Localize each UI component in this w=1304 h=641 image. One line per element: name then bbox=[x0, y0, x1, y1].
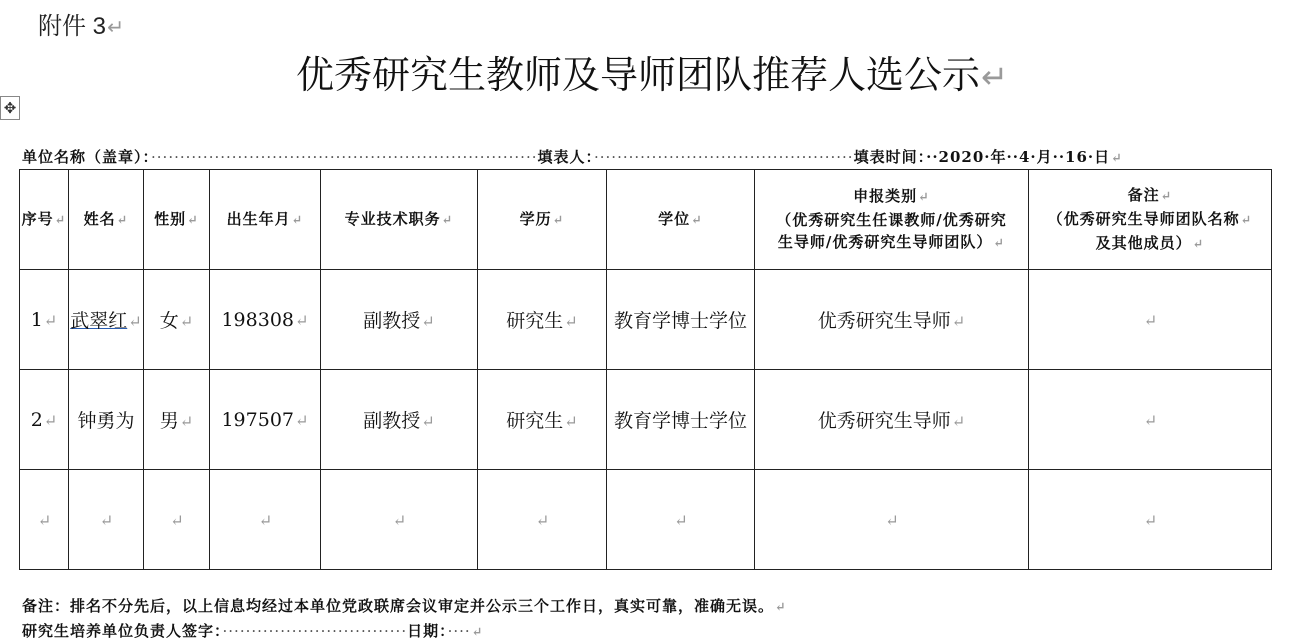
signature-fill-line: ································ bbox=[222, 622, 408, 640]
signature-label: 研究生培养单位负责人签字： bbox=[22, 622, 223, 640]
cell-title[interactable]: 副教授↵ bbox=[321, 270, 478, 370]
col-header-education: 学历↵ bbox=[478, 170, 607, 270]
cell-degree[interactable]: 教育学博士学位 bbox=[607, 270, 755, 370]
cell-degree[interactable]: 教育学博士学位 bbox=[607, 370, 755, 470]
cell-remark[interactable]: ↵ bbox=[1029, 370, 1272, 470]
table-move-handle-icon[interactable]: ✥ bbox=[0, 96, 20, 120]
cell-education[interactable]: 研究生↵ bbox=[478, 370, 607, 470]
col-header-degree: 学位↵ bbox=[607, 170, 755, 270]
col-header-title: 专业技术职务↵ bbox=[321, 170, 478, 270]
signature-date-label: 日期： bbox=[407, 622, 448, 640]
unit-label: 单位名称（盖章）： bbox=[22, 148, 152, 166]
cell-seq[interactable]: 2↵ bbox=[20, 370, 69, 470]
cell-seq[interactable]: 1↵ bbox=[20, 270, 69, 370]
form-header: 单位名称（盖章）：···································································填表人：·············································填表时间：··2020·年··4·月··16·日↵ bbox=[22, 148, 1123, 166]
cell-remark[interactable]: ↵ bbox=[1029, 270, 1272, 370]
table-row bbox=[20, 370, 1272, 470]
cell-category[interactable]: ↵ bbox=[755, 470, 1029, 570]
page-title: 优秀研究生教师及导师团队推荐人选公示↵ bbox=[295, 53, 1009, 97]
col-header-remark: 备注↵ （优秀研究生导师团队名称↵ 及其他成员）↵ bbox=[1029, 170, 1272, 270]
cell-category[interactable]: 优秀研究生导师↵ bbox=[755, 370, 1029, 470]
col-header-gender: 性别↵ bbox=[144, 170, 210, 270]
cell-gender[interactable]: 男↵ bbox=[144, 370, 210, 470]
signature-date-fill: ···· bbox=[447, 622, 471, 640]
recommendation-table bbox=[19, 169, 1272, 570]
cell-gender[interactable]: ↵ bbox=[144, 470, 210, 570]
date-label: 填表时间： bbox=[853, 148, 927, 166]
cell-name[interactable]: 钟勇为 bbox=[69, 370, 144, 470]
cell-degree[interactable]: ↵ bbox=[607, 470, 755, 570]
attachment-label: 附件 3↵ bbox=[38, 13, 125, 40]
filler-fill-line: ············································· bbox=[594, 148, 854, 166]
cell-title[interactable]: 副教授↵ bbox=[321, 370, 478, 470]
filler-label: 填表人： bbox=[537, 148, 594, 166]
cell-gender[interactable]: 女↵ bbox=[144, 270, 210, 370]
cell-education[interactable]: 研究生↵ bbox=[478, 270, 607, 370]
table-row bbox=[20, 470, 1272, 570]
cell-title[interactable]: ↵ bbox=[321, 470, 478, 570]
cell-birth[interactable]: ↵ bbox=[210, 470, 321, 570]
cell-education[interactable]: ↵ bbox=[478, 470, 607, 570]
unit-fill-line: ··································································· bbox=[151, 148, 538, 166]
col-header-seq: 序号↵ bbox=[20, 170, 69, 270]
col-header-category: 申报类别↵ （优秀研究生任课教师/优秀研究 生导师/优秀研究生导师团队）↵ bbox=[755, 170, 1029, 270]
signature-line: 研究生培养单位负责人签字：································日期：····↵ bbox=[22, 622, 484, 640]
col-header-name: 姓名↵ bbox=[69, 170, 144, 270]
date-value: ··2020·年··4·月··16·日 bbox=[926, 148, 1111, 166]
cell-category[interactable]: 优秀研究生导师↵ bbox=[755, 270, 1029, 370]
col-header-birth: 出生年月↵ bbox=[210, 170, 321, 270]
footnote: 备注：排名不分先后，以上信息均经过本单位党政联席会议审定并公示三个工作日，真实可靠，准确无误。↵ bbox=[22, 597, 787, 615]
cell-remark[interactable]: ↵ bbox=[1029, 470, 1272, 570]
cell-name[interactable]: 武翠红↵ bbox=[69, 270, 144, 370]
cell-birth[interactable]: 197507↵ bbox=[210, 370, 321, 470]
cell-name[interactable]: ↵ bbox=[69, 470, 144, 570]
table-header-row bbox=[20, 170, 1272, 270]
table-row bbox=[20, 270, 1272, 370]
cell-seq[interactable]: ↵ bbox=[20, 470, 69, 570]
cell-birth[interactable]: 198308↵ bbox=[210, 270, 321, 370]
